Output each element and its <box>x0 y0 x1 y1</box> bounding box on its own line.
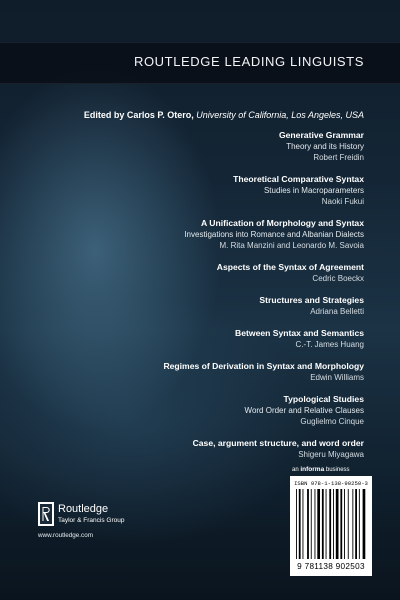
book-author: Cedric Boeckx <box>312 274 364 283</box>
book-title: Typological Studies <box>283 394 364 404</box>
barcode-bar <box>352 489 353 559</box>
book-entry <box>44 438 364 460</box>
book-entry <box>44 174 364 207</box>
book-entry <box>44 218 364 251</box>
book-author: C.-T. James Huang <box>295 340 364 349</box>
editor-affiliation: University of California, Los Angeles, USA <box>193 110 364 120</box>
barcode-bar <box>344 489 345 559</box>
barcode-bar <box>326 489 327 559</box>
barcode-bar <box>311 489 312 559</box>
book-title: A Unification of Morphology and Syntax <box>201 218 364 228</box>
book-title: Generative Grammar <box>278 130 364 140</box>
barcode-bar <box>348 489 349 559</box>
routledge-r-logo-icon <box>38 502 54 526</box>
book-author: Adriana Belletti <box>310 307 364 316</box>
book-author: Naoki Fukui <box>321 197 364 206</box>
book-subtitle: Investigations into Romance and Albanian Dialects <box>184 230 364 239</box>
series-title: ROUTLEDGE LEADING LINGUISTS <box>133 54 364 69</box>
barcode-bar <box>322 489 324 559</box>
informa-prefix: an <box>292 467 301 473</box>
informa-bold: informa <box>300 466 325 473</box>
book-entry <box>44 394 364 427</box>
barcode-bar <box>355 489 357 559</box>
series-editor <box>84 110 364 120</box>
isbn-barcode <box>290 476 372 576</box>
informa-suffix: business <box>324 467 350 473</box>
book-author: Edwin Williams <box>310 373 364 382</box>
book-subtitle: Theory and its History <box>286 142 364 151</box>
barcode-bar <box>299 489 301 559</box>
barcode-bar <box>333 489 334 559</box>
barcode-bar <box>303 489 304 559</box>
book-list <box>44 130 364 471</box>
informa-business-note <box>292 466 350 473</box>
book-author: Robert Freidin <box>313 153 364 162</box>
publisher-url[interactable]: www.routledge.com <box>38 532 93 539</box>
barcode-number: 9 781138 902503 <box>297 562 365 571</box>
barcode-bar <box>359 489 360 559</box>
book-subtitle: Word Order and Relative Clauses <box>244 406 364 415</box>
book-title: Regimes of Derivation in Syntax and Morphology <box>163 361 364 371</box>
book-title: Aspects of the Syntax of Agreement <box>216 262 364 272</box>
book-entry <box>44 262 364 284</box>
book-author: M. Rita Manzini and Leonardo M. Savoia <box>219 241 364 250</box>
barcode-bar <box>336 489 339 559</box>
book-entry <box>44 361 364 383</box>
publisher-name: Routledge <box>58 503 109 515</box>
barcode-bar <box>296 489 297 559</box>
series-banner <box>0 42 400 84</box>
isbn-label: ISBN 978-1-138-90250-3 <box>294 480 368 487</box>
barcode-bar <box>307 489 309 559</box>
barcode-bar <box>363 489 366 559</box>
book-author: Shigeru Miyagawa <box>298 450 364 459</box>
barcode-bar <box>340 489 342 559</box>
book-title: Case, argument structure, and word order <box>192 438 364 448</box>
book-title: Structures and Strategies <box>259 295 364 305</box>
book-entry <box>44 130 364 163</box>
barcode-bar <box>317 489 320 559</box>
publisher-group: Taylor & Francis Group <box>58 517 125 524</box>
barcode-bar <box>329 489 331 559</box>
book-title: Theoretical Comparative Syntax <box>233 174 364 184</box>
book-subtitle: Studies in Macroparameters <box>263 186 364 195</box>
editor-label: Edited by Carlos P. Otero, <box>83 110 194 120</box>
book-author: Guglielmo Cinque <box>300 417 364 426</box>
barcode-icon <box>294 489 368 561</box>
book-entry <box>44 295 364 317</box>
book-entry <box>44 328 364 350</box>
book-title: Between Syntax and Semantics <box>235 328 364 338</box>
barcode-bar <box>315 489 316 559</box>
